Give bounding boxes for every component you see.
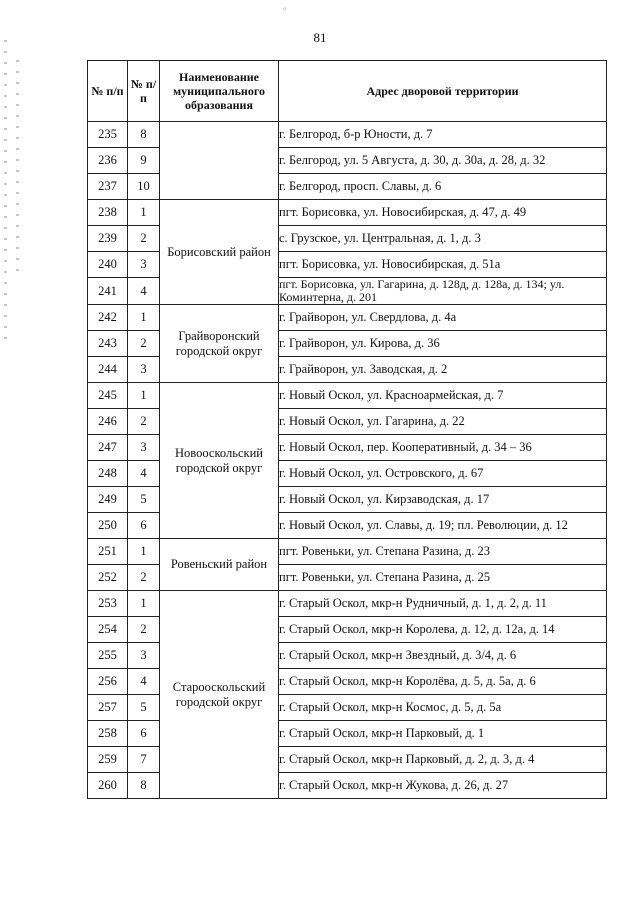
address-cell: пгт. Борисовка, ул. Гагарина, д. 128д, д. 128а, д. 134; ул. Коминтерна, д. 201 — [279, 278, 607, 305]
table-row — [88, 122, 607, 148]
row-number: 250 — [88, 513, 128, 539]
row-sub-number: 1 — [128, 539, 160, 565]
row-sub-number: 2 — [128, 565, 160, 591]
table-row — [88, 200, 607, 226]
row-sub-number: 4 — [128, 278, 160, 305]
address-cell: г. Новый Оскол, ул. Кирзаводская, д. 17 — [279, 487, 607, 513]
row-sub-number: 7 — [128, 747, 160, 773]
address-cell: г. Старый Оскол, мкр-н Рудничный, д. 1, д. 2, д. 11 — [279, 591, 607, 617]
municipality-name: Новооскольский городской округ — [160, 383, 279, 539]
row-sub-number: 1 — [128, 305, 160, 331]
table-body — [88, 122, 607, 799]
row-number: 241 — [88, 278, 128, 305]
row-sub-number: 3 — [128, 435, 160, 461]
row-number: 242 — [88, 305, 128, 331]
row-number: 244 — [88, 357, 128, 383]
header-num: № п/п — [88, 61, 128, 122]
row-sub-number: 2 — [128, 409, 160, 435]
row-sub-number: 6 — [128, 721, 160, 747]
row-number: 252 — [88, 565, 128, 591]
table-row — [88, 539, 607, 565]
address-cell: г. Старый Оскол, мкр-н Парковый, д. 2, д. 3, д. 4 — [279, 747, 607, 773]
row-sub-number: 2 — [128, 617, 160, 643]
row-number: 247 — [88, 435, 128, 461]
address-cell: пгт. Борисовка, ул. Новосибирская, д. 47, д. 49 — [279, 200, 607, 226]
address-cell: г. Новый Оскол, пер. Кооперативный, д. 34 – 36 — [279, 435, 607, 461]
row-number: 259 — [88, 747, 128, 773]
row-sub-number: 9 — [128, 148, 160, 174]
row-number: 256 — [88, 669, 128, 695]
row-sub-number: 1 — [128, 591, 160, 617]
address-cell: г. Старый Оскол, мкр-н Парковый, д. 1 — [279, 721, 607, 747]
address-cell: г. Старый Оскол, мкр-н Королева, д. 12, д. 12а, д. 14 — [279, 617, 607, 643]
row-sub-number: 5 — [128, 695, 160, 721]
address-cell: г. Старый Оскол, мкр-н Звездный, д. 3/4, д. 6 — [279, 643, 607, 669]
row-sub-number: 4 — [128, 461, 160, 487]
row-number: 236 — [88, 148, 128, 174]
address-cell: г. Белгород, ул. 5 Августа, д. 30, д. 30а, д. 28, д. 32 — [279, 148, 607, 174]
municipality-name: Грайворонский городской округ — [160, 305, 279, 383]
row-number: 246 — [88, 409, 128, 435]
row-sub-number: 3 — [128, 252, 160, 278]
row-number: 257 — [88, 695, 128, 721]
row-sub-number: 2 — [128, 226, 160, 252]
row-sub-number: 4 — [128, 669, 160, 695]
row-number: 248 — [88, 461, 128, 487]
row-number: 255 — [88, 643, 128, 669]
row-sub-number: 8 — [128, 773, 160, 799]
row-number: 238 — [88, 200, 128, 226]
row-sub-number: 3 — [128, 357, 160, 383]
address-cell: г. Старый Оскол, мкр-н Космос, д. 5, д. 5а — [279, 695, 607, 721]
row-number: 243 — [88, 331, 128, 357]
row-number: 239 — [88, 226, 128, 252]
row-number: 251 — [88, 539, 128, 565]
address-cell: пгт. Ровеньки, ул. Степана Разина, д. 25 — [279, 565, 607, 591]
row-sub-number: 1 — [128, 200, 160, 226]
row-number: 253 — [88, 591, 128, 617]
row-sub-number: 3 — [128, 643, 160, 669]
address-cell: г. Грайворон, ул. Свердлова, д. 4а — [279, 305, 607, 331]
municipality-name — [160, 122, 279, 200]
row-sub-number: 5 — [128, 487, 160, 513]
row-number: 260 — [88, 773, 128, 799]
address-cell: г. Старый Оскол, мкр-н Королёва, д. 5, д. 5а, д. 6 — [279, 669, 607, 695]
table-row — [88, 383, 607, 409]
address-cell: с. Грузское, ул. Центральная, д. 1, д. 3 — [279, 226, 607, 252]
table-row — [88, 305, 607, 331]
table-header-row — [88, 61, 607, 122]
address-cell: г. Новый Оскол, ул. Гагарина, д. 22 — [279, 409, 607, 435]
address-cell: г. Грайворон, ул. Заводская, д. 2 — [279, 357, 607, 383]
table-row — [88, 591, 607, 617]
header-sub-num: № п/п — [128, 61, 160, 122]
row-sub-number: 2 — [128, 331, 160, 357]
address-cell: г. Грайворон, ул. Кирова, д. 36 — [279, 331, 607, 357]
address-cell: пгт. Ровеньки, ул. Степана Разина, д. 23 — [279, 539, 607, 565]
row-sub-number: 6 — [128, 513, 160, 539]
header-address: Адрес дворовой территории — [279, 61, 607, 122]
address-cell: г. Старый Оскол, мкр-н Жукова, д. 26, д. 27 — [279, 773, 607, 799]
address-table — [87, 60, 607, 799]
municipality-name: Ровеньский район — [160, 539, 279, 591]
row-sub-number: 10 — [128, 174, 160, 200]
row-number: 249 — [88, 487, 128, 513]
row-number: 240 — [88, 252, 128, 278]
scan-margin-marks — [16, 60, 38, 280]
address-cell: г. Новый Оскол, ул. Островского, д. 67 — [279, 461, 607, 487]
header-municipality: Наименование муниципального образования — [160, 61, 279, 122]
municipality-name: Борисовский район — [160, 200, 279, 305]
address-cell: пгт. Борисовка, ул. Новосибирская, д. 51а — [279, 252, 607, 278]
row-number: 237 — [88, 174, 128, 200]
address-cell: г. Новый Оскол, ул. Красноармейская, д. 7 — [279, 383, 607, 409]
municipality-name: Старооскольский городской округ — [160, 591, 279, 799]
page-number: 81 — [313, 30, 327, 45]
scan-artifact: ° — [283, 6, 287, 16]
row-number: 235 — [88, 122, 128, 148]
row-sub-number: 8 — [128, 122, 160, 148]
row-number: 245 — [88, 383, 128, 409]
address-cell: г. Белгород, б-р Юности, д. 7 — [279, 122, 607, 148]
row-number: 254 — [88, 617, 128, 643]
row-sub-number: 1 — [128, 383, 160, 409]
address-cell: г. Новый Оскол, ул. Славы, д. 19; пл. Революции, д. 12 — [279, 513, 607, 539]
row-number: 258 — [88, 721, 128, 747]
address-cell: г. Белгород, просп. Славы, д. 6 — [279, 174, 607, 200]
